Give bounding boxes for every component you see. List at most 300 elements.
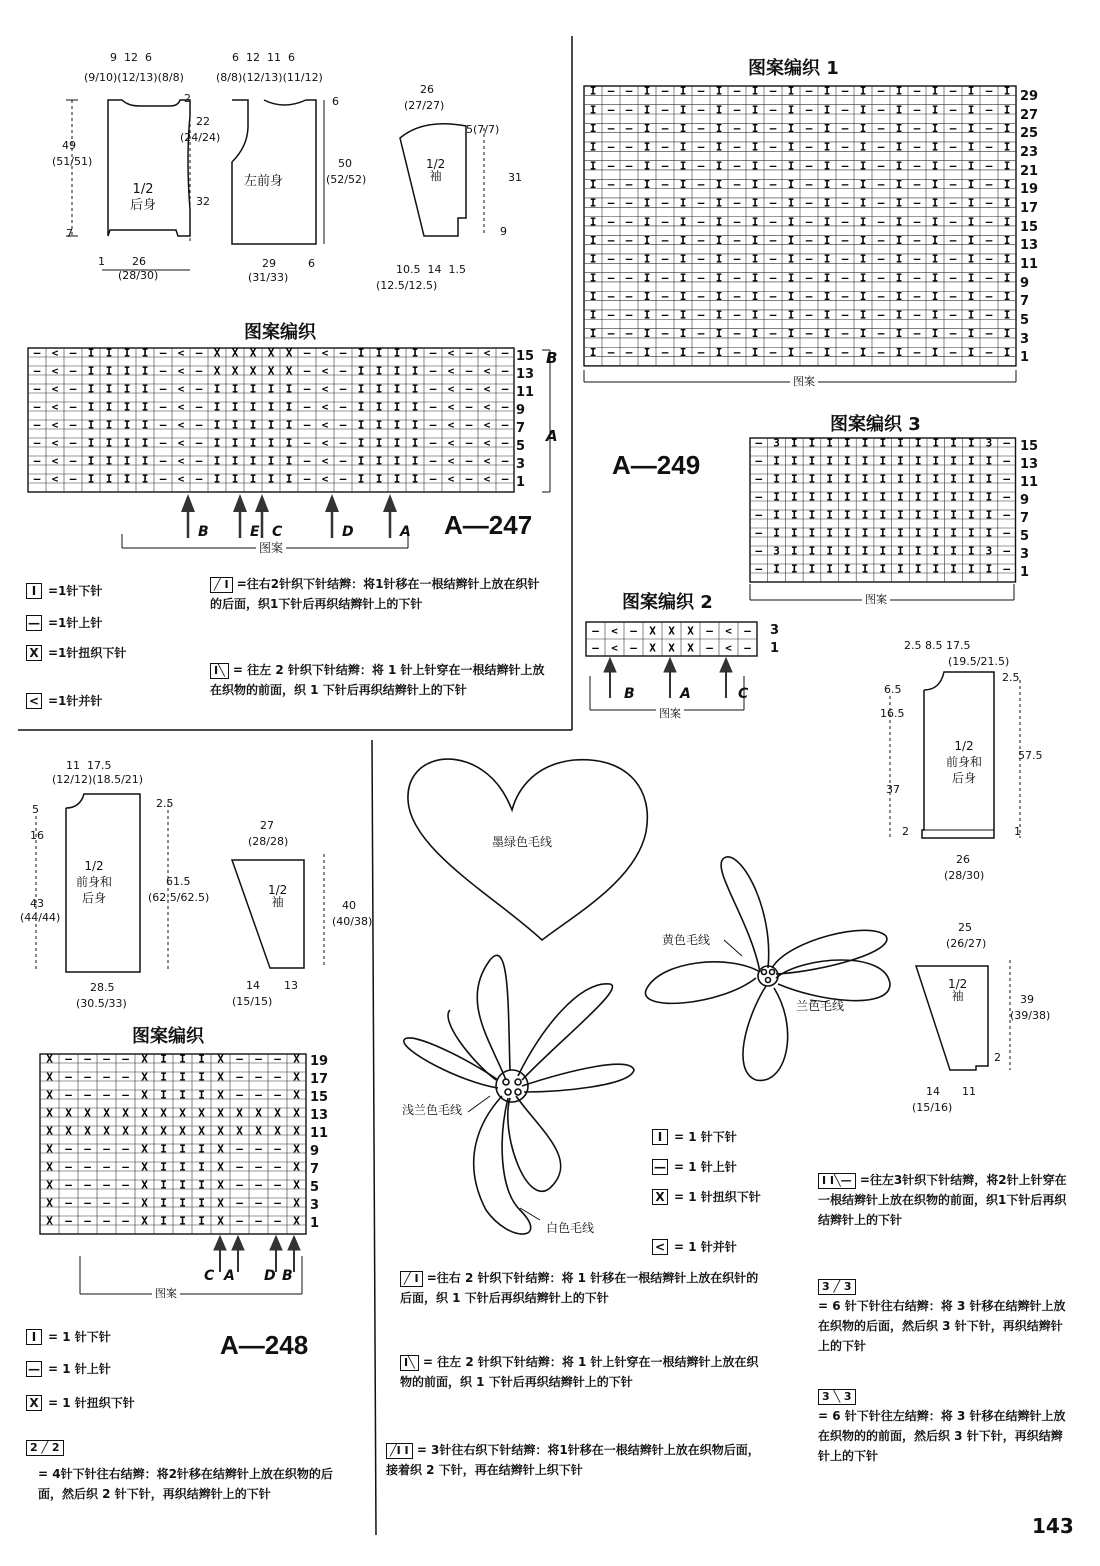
chart-cell: I	[160, 1196, 167, 1210]
row-number: 15	[310, 1090, 329, 1105]
chart-cell: —	[65, 1142, 72, 1156]
chart-cell: I	[679, 196, 687, 210]
chart-cell: I	[105, 400, 113, 414]
a247-sleeve-bottom-alt: (12.5/12.5)	[376, 279, 438, 292]
chart-cell: —	[465, 346, 473, 360]
chart-cell: I	[861, 472, 869, 486]
a249-body-label: 1/2 前身和 后身	[946, 739, 983, 785]
a247-desc-left-cross: I╲ = 往左 2 针织下针结辫：将 1 针上针穿在一根结辫针上放在织物的前面，织 1 下针后再织结辫针上的下针	[210, 663, 545, 697]
a247-arrow-label: A	[400, 524, 411, 540]
chart-cell: I	[179, 1052, 186, 1066]
chart-cell: I	[715, 215, 723, 229]
chart-cell: X	[267, 346, 275, 360]
chart-cell: —	[103, 1070, 110, 1084]
chart-cell: —	[625, 177, 633, 191]
chart-cell: I	[844, 544, 851, 558]
chart-cell: I	[787, 215, 795, 229]
a249-chart2-arrow-label: B	[624, 686, 635, 702]
center-legend-k2tog: < = 1 针并针	[652, 1238, 737, 1255]
chart-cell: —	[985, 103, 993, 117]
chart-cell: I	[141, 436, 149, 450]
chart-cell: <	[321, 418, 329, 432]
chart-cell: I	[249, 472, 257, 486]
a248-sleeve-bottom2: 13	[284, 979, 298, 992]
a247-arrow-label: D	[342, 524, 354, 540]
chart-cell: I	[679, 140, 687, 154]
a248-body-top-alt: (12/12)(18.5/21)	[52, 773, 144, 786]
chart-cell: X	[249, 364, 257, 378]
chart-cell: —	[501, 472, 509, 486]
chart-cell: I	[357, 382, 365, 396]
chart-cell: —	[236, 1178, 243, 1192]
row-number: 17	[1020, 201, 1039, 217]
chart-cell: —	[339, 382, 347, 396]
chart-cell: —	[122, 1070, 129, 1084]
chart-cell: I	[589, 140, 597, 154]
a247-legend-k2tog: < =1针并针	[26, 692, 102, 709]
chart-cell: I	[895, 252, 903, 266]
chart-cell: I	[231, 418, 239, 432]
chart-cell: —	[661, 271, 669, 285]
chart-cell: I	[1003, 215, 1011, 229]
chart-cell: <	[177, 346, 185, 360]
chart-cell: I	[787, 159, 795, 173]
chart-cell: —	[769, 271, 777, 285]
chart-cell: —	[236, 1052, 243, 1066]
chart-cell: X	[293, 1070, 300, 1084]
chart-cell: X	[141, 1088, 148, 1102]
chart-cell: —	[339, 346, 347, 360]
chart-cell: —	[465, 400, 473, 414]
chart-cell: —	[625, 196, 633, 210]
chart-cell: —	[465, 382, 473, 396]
chart-cell: I	[715, 233, 723, 247]
chart-cell: —	[236, 1142, 243, 1156]
chart-cell: —	[625, 215, 633, 229]
chart-cell: —	[733, 327, 741, 341]
chart-cell: I	[790, 490, 798, 504]
chart-cell: I	[105, 418, 113, 432]
chart-cell: I	[643, 159, 651, 173]
chart-cell: —	[303, 418, 311, 432]
a249-chart2-arrow-label: C	[738, 686, 749, 702]
chart-cell: X	[217, 1052, 224, 1066]
chart-cell: X	[141, 1070, 148, 1084]
chart-cell: I	[932, 508, 940, 522]
chart-cell: —	[103, 1052, 110, 1066]
chart-cell: I	[751, 271, 759, 285]
chart-cell: —	[913, 140, 921, 154]
right-desc-3: 3 ╲ 3 = 6 针下针往左结辫：将 3 针移在结辫针上放在织物的的前面，然后织 3 针下针，再织结辫针上的下针	[818, 1390, 1066, 1463]
chart-cell: I	[861, 544, 869, 558]
chart-cell: I	[411, 382, 419, 396]
a247-section-a: A	[546, 427, 558, 445]
chart-cell: —	[985, 308, 993, 322]
row-number: 1	[1020, 565, 1030, 580]
a249-knit-chart-1	[584, 86, 1016, 366]
chart-cell: X	[122, 1124, 129, 1138]
chart-cell: —	[195, 472, 203, 486]
chart-cell: I	[198, 1178, 205, 1192]
a248-body-label: 1/2 前身和 后身	[76, 859, 113, 905]
chart-cell: —	[465, 472, 473, 486]
chart-cell: —	[733, 345, 741, 359]
chart-cell: —	[949, 252, 957, 266]
chart-cell: I	[715, 121, 723, 135]
chart-cell: —	[841, 215, 849, 229]
chart-cell: —	[236, 1214, 243, 1228]
chart-cell: —	[255, 1070, 262, 1084]
chart-cell: I	[895, 233, 903, 247]
chart-cell: I	[357, 346, 365, 360]
chart-cell: I	[643, 103, 651, 117]
chart-cell: —	[65, 1196, 72, 1210]
chart-cell: —	[733, 233, 741, 247]
row-number: 1	[1020, 350, 1030, 366]
chart-cell: —	[697, 233, 705, 247]
chart-cell: I	[393, 454, 401, 468]
chart-cell: —	[913, 159, 921, 173]
chart-cell: I	[823, 345, 831, 359]
row-number: 17	[310, 1072, 329, 1087]
chart-cell: —	[84, 1088, 91, 1102]
chart-cell: —	[913, 308, 921, 322]
chart-cell: I	[950, 454, 957, 468]
chart-cell: —	[625, 252, 633, 266]
chart-cell: —	[236, 1196, 243, 1210]
chart-cell: I	[715, 252, 723, 266]
chart-cell: I	[826, 472, 833, 486]
chart-cell: —	[744, 624, 751, 638]
chart-cell: I	[267, 382, 275, 396]
chart-cell: I	[859, 345, 867, 359]
chart-cell: I	[787, 271, 795, 285]
chart-cell: I	[985, 490, 993, 504]
left-cross-symbol-icon: I╲	[210, 663, 229, 679]
chart-cell: I	[932, 562, 940, 576]
chart-cell: I	[643, 289, 651, 303]
chart-cell: I	[967, 289, 975, 303]
chart-cell: I	[967, 526, 975, 540]
chart-cell: I	[790, 472, 798, 486]
chart-cell: —	[877, 177, 885, 191]
chart-cell: X	[293, 1196, 300, 1210]
chart-cell: —	[805, 84, 813, 98]
chart-cell: I	[897, 454, 904, 468]
chart-cell: —	[913, 196, 921, 210]
chart-cell: —	[841, 252, 849, 266]
chart-cell: X	[217, 1106, 224, 1120]
center-desc-2: I╲ = 往左 2 针织下针结辫：将 1 针上针穿在一根结辫针上放在织物的前面，织 1 下针后再织结辫针上的下针	[400, 1355, 759, 1389]
chart-cell: I	[267, 418, 275, 432]
chart-cell: I	[715, 159, 723, 173]
a247-front-shoulder: 6	[332, 95, 339, 108]
chart-cell: I	[375, 400, 383, 414]
chart-cell: —	[339, 400, 347, 414]
chart-cell: —	[805, 327, 813, 341]
chart-cell: I	[950, 526, 957, 540]
chart-cell: I	[643, 140, 651, 154]
chart-cell: —	[607, 196, 615, 210]
chart-cell: I	[844, 472, 851, 486]
chart-cell: —	[607, 177, 615, 191]
chart-cell: X	[46, 1214, 53, 1228]
chart-cell: —	[69, 454, 77, 468]
chart-cell: —	[985, 289, 993, 303]
chart-cell: —	[274, 1214, 281, 1228]
chart-cell: I	[1003, 177, 1011, 191]
chart-cell: <	[177, 472, 185, 486]
chart-cell: I	[826, 562, 833, 576]
chart-cell: —	[769, 177, 777, 191]
chart-cell: —	[697, 308, 705, 322]
chart-cell: —	[949, 196, 957, 210]
chart-cell: I	[967, 544, 975, 558]
chart-cell: —	[33, 436, 41, 450]
chart-cell: —	[33, 418, 41, 432]
chart-cell: —	[733, 196, 741, 210]
chart-cell: —	[841, 345, 849, 359]
row-number: 21	[1020, 163, 1039, 179]
row-number: 9	[1020, 493, 1030, 508]
chart-cell: I	[826, 436, 833, 450]
chart-cell: —	[339, 436, 347, 450]
knit-symbol-icon: I	[26, 1329, 42, 1345]
chart-cell: —	[630, 641, 637, 655]
chart-cell: I	[643, 233, 651, 247]
chart-cell: I	[411, 454, 419, 468]
chart-cell: <	[447, 346, 455, 360]
a247-legend-knit: I =1针下针	[26, 582, 102, 599]
chart-cell: I	[751, 215, 759, 229]
chart-cell: —	[159, 436, 167, 450]
chart-cell: I	[643, 196, 651, 210]
chart-cell: X	[274, 1124, 281, 1138]
chart-cell: I	[679, 121, 687, 135]
chart-cell: I	[123, 454, 131, 468]
chart-cell: I	[823, 84, 831, 98]
chart-cell: —	[159, 418, 167, 432]
chart-cell: <	[483, 454, 491, 468]
chart-cell: <	[725, 641, 732, 655]
chart-cell: —	[69, 364, 77, 378]
chart-cell: I	[411, 364, 419, 378]
chart-cell: —	[841, 289, 849, 303]
a248-sleeve-length-alt: (40/38)	[332, 915, 373, 928]
chart-cell: —	[769, 84, 777, 98]
chart-cell: I	[844, 490, 851, 504]
chart-cell: —	[274, 1070, 281, 1084]
chart-cell: —	[255, 1088, 262, 1102]
left-cross-3-symbol-icon: I I╲—	[818, 1173, 856, 1189]
a247-front-width-alt: (31/33)	[248, 271, 289, 284]
chart-cell: <	[51, 400, 59, 414]
chart-cell: I	[931, 140, 939, 154]
chart-cell: I	[198, 1088, 205, 1102]
chart-cell: I	[231, 454, 239, 468]
a248-sleeve-bottom-alt: (15/15)	[232, 995, 273, 1008]
chart-cell: —	[255, 1196, 262, 1210]
chart-cell: I	[393, 346, 401, 360]
chart-cell: I	[679, 289, 687, 303]
chart-cell: —	[733, 103, 741, 117]
chart-cell: I	[267, 400, 275, 414]
a249-body-neck: 16.5	[880, 707, 905, 720]
chart-cell: I	[790, 544, 798, 558]
chart-cell: I	[393, 400, 401, 414]
a248-sleeve-length: 40	[342, 899, 356, 912]
chart-cell: I	[895, 345, 903, 359]
chart-cell: I	[160, 1052, 167, 1066]
chart-cell: —	[195, 454, 203, 468]
a247-front-height: 50	[338, 157, 352, 170]
chart-cell: I	[790, 562, 798, 576]
chart-cell: I	[895, 140, 903, 154]
chart-cell: —	[949, 103, 957, 117]
a247-front-label: 左前身	[244, 174, 284, 189]
chart-cell: —	[769, 233, 777, 247]
chart-cell: —	[195, 364, 203, 378]
chart-cell: I	[1003, 327, 1011, 341]
chart-cell: I	[808, 526, 816, 540]
chart-cell: X	[160, 1106, 167, 1120]
chart-cell: —	[949, 345, 957, 359]
chart-cell: —	[985, 271, 993, 285]
chart-cell: I	[375, 418, 383, 432]
chart-cell: —	[607, 233, 615, 247]
chart-cell: —	[625, 121, 633, 135]
chart-cell: —	[607, 252, 615, 266]
a247-back-height-alt: (51/51)	[52, 155, 93, 168]
chart-cell: I	[931, 103, 939, 117]
chart-cell: —	[877, 121, 885, 135]
chart-cell: I	[1003, 159, 1011, 173]
chart-cell: I	[950, 562, 957, 576]
chart-cell: —	[697, 121, 705, 135]
chart-cell: <	[177, 400, 185, 414]
chart-cell: I	[87, 418, 95, 432]
chart-cell: I	[932, 454, 940, 468]
a248-sleeve-top-alt: (28/28)	[248, 835, 289, 848]
chart-cell: —	[103, 1142, 110, 1156]
chart-cell: —	[706, 624, 713, 638]
chart-cell: I	[267, 472, 275, 486]
row-number: 3	[516, 457, 526, 472]
a249-body-width-alt: (28/30)	[944, 869, 985, 882]
chart-cell: I	[123, 436, 131, 450]
cable-6-right-symbol-icon: 3 ╱ 3	[818, 1279, 856, 1295]
chart-cell: I	[895, 271, 903, 285]
a247-front-neck: 22	[196, 115, 210, 128]
chart-cell: I	[826, 490, 833, 504]
chart-cell: <	[483, 472, 491, 486]
chart-cell: I	[589, 308, 597, 322]
chart-cell: I	[375, 472, 383, 486]
chart-cell: —	[661, 233, 669, 247]
chart-cell: —	[877, 233, 885, 247]
chart-cell: I	[931, 327, 939, 341]
chart-cell: I	[715, 84, 723, 98]
chart-cell: —	[195, 400, 203, 414]
chart-cell: X	[84, 1106, 91, 1120]
a247-back-top-alt: (9/10)(12/13)(8/8)	[84, 71, 184, 84]
chart-cell: I	[141, 454, 149, 468]
yellow-yarn-label: 黄色毛线	[662, 933, 711, 947]
chart-cell: I	[141, 472, 149, 486]
chart-cell: —	[1003, 472, 1010, 486]
chart-cell: I	[411, 346, 419, 360]
chart-cell: —	[877, 84, 885, 98]
chart-cell: I	[879, 508, 887, 522]
chart-cell: —	[769, 215, 777, 229]
chart-cell: I	[160, 1160, 167, 1174]
chart-cell: —	[841, 327, 849, 341]
chart-cell: —	[805, 345, 813, 359]
chart-cell: —	[607, 308, 615, 322]
chart-cell: X	[255, 1124, 262, 1138]
chart-cell: I	[967, 84, 975, 98]
chart-cell: —	[69, 436, 77, 450]
chart-cell: —	[913, 233, 921, 247]
chart-cell: I	[589, 121, 597, 135]
chart-cell: I	[879, 472, 887, 486]
chart-cell: I	[808, 454, 816, 468]
chart-cell: I	[844, 508, 851, 522]
chart-cell: I	[967, 327, 975, 341]
chart-cell: I	[967, 140, 975, 154]
right-desc-1: I I╲— =往左3针织下针结辫，将2针上针穿在一根结辫针上放在织物的前面，织1下针后再织结辫针上的下针	[818, 1173, 1067, 1227]
row-number: 19	[1020, 182, 1039, 198]
chart-cell: I	[861, 526, 869, 540]
row-number: 7	[1020, 294, 1030, 310]
chart-cell: <	[177, 364, 185, 378]
chart-cell: —	[303, 382, 311, 396]
chart-cell: X	[249, 346, 257, 360]
chart-cell: —	[625, 289, 633, 303]
chart-cell: —	[733, 159, 741, 173]
chart-cell: —	[255, 1178, 262, 1192]
chart-cell: I	[859, 252, 867, 266]
a248-repeat-label: 图案	[152, 1288, 180, 1300]
left-cross-symbol-icon: I╲	[400, 1355, 419, 1371]
chart-cell: —	[661, 327, 669, 341]
chart-cell: I	[213, 436, 221, 450]
chart-cell: —	[733, 289, 741, 303]
chart-cell: I	[679, 84, 687, 98]
chart-cell: I	[179, 1214, 186, 1228]
row-number: 3	[310, 1198, 320, 1213]
a248-sleeve-label: 1/2 袖	[268, 883, 288, 909]
chart-cell: —	[733, 140, 741, 154]
a249-chart3-title: 图案编织 3	[830, 414, 921, 435]
chart-cell: —	[697, 345, 705, 359]
chart-cell: —	[159, 364, 167, 378]
a247-desc-right-cross: ╱ I =往右2针织下针结辫：将1针移在一根结辫针上放在织针的后面，织1下针后再织结辫针上的下针	[210, 577, 540, 611]
chart-cell: —	[592, 624, 599, 638]
chart-cell: I	[1003, 196, 1011, 210]
chart-cell: —	[805, 271, 813, 285]
chart-cell: —	[697, 84, 705, 98]
chart-cell: I	[895, 121, 903, 135]
chart-cell: I	[357, 418, 365, 432]
chart-cell: I	[859, 308, 867, 322]
chart-cell: —	[65, 1214, 72, 1228]
chart-cell: <	[447, 418, 455, 432]
chart-cell: —	[877, 159, 885, 173]
chart-cell: I	[643, 327, 651, 341]
chart-cell: I	[844, 562, 851, 576]
chart-cell: I	[87, 454, 95, 468]
